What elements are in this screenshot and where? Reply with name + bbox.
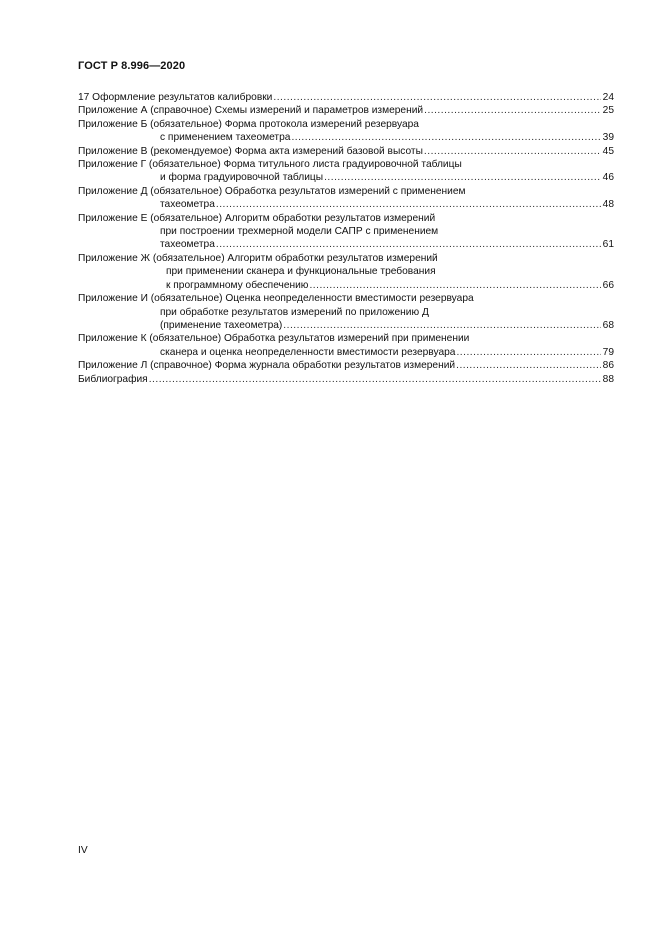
toc-entry-line [78, 332, 614, 345]
document-header: ГОСТ Р 8.996—2020 [78, 60, 186, 72]
toc-entry-text: Приложение Д (обязательное) Обработка результатов измерений с применением [78, 185, 466, 197]
table-of-contents [78, 91, 614, 386]
toc-entry-text: и форма градуировочной таблицы [160, 172, 324, 184]
toc-entry[interactable] [78, 359, 614, 372]
toc-leader-dots [149, 373, 601, 386]
toc-entry-text: Приложение Г (обязательное) Форма титульного листа градуировочной таблицы [78, 159, 462, 171]
toc-entry-line [78, 252, 614, 265]
toc-entry-line [78, 359, 614, 372]
toc-entry-line [78, 279, 614, 292]
toc-entry[interactable] [78, 332, 614, 359]
toc-entry-text: Приложение Л (справочное) Форма журнала обработки результатов измерений [78, 360, 456, 372]
toc-entry-line [78, 198, 614, 211]
toc-entry-line [78, 104, 614, 117]
toc-entry-line [78, 265, 614, 278]
toc-entry-line [78, 292, 614, 305]
toc-leader-dots [309, 279, 601, 292]
toc-page-number: 86 [602, 360, 614, 372]
toc-entry[interactable] [78, 104, 614, 117]
toc-page-number: 61 [602, 239, 614, 251]
toc-page-number: 39 [602, 132, 614, 144]
toc-entry-text: тахеометра [160, 199, 215, 211]
toc-entry-text: при построении трехмерной модели САПР с применением [160, 226, 439, 238]
toc-entry-text: 17 Оформление результатов калибровки [78, 92, 273, 103]
toc-entry-text: сканера и оценка неопределенности вместимости резервуара [160, 346, 456, 358]
toc-entry[interactable] [78, 212, 614, 252]
toc-entry-text: (применение тахеометра) [160, 319, 283, 331]
toc-entry-text: к программному обеспечению [166, 279, 309, 291]
toc-page-number: 66 [602, 279, 614, 291]
toc-entry-line [78, 238, 614, 251]
toc-entry-line [78, 185, 614, 198]
toc-entry-line [78, 373, 614, 386]
toc-entry-line [78, 91, 614, 104]
toc-entry-line [78, 158, 614, 171]
toc-entry-text: Приложение А (справочное) Схемы измерений и параметров измерений [78, 105, 424, 117]
toc-entry-text: Приложение К (обязательное) Обработка результатов измерений при применении [78, 333, 470, 345]
toc-leader-dots [424, 145, 601, 158]
toc-entry-line [78, 319, 614, 332]
toc-entry[interactable] [78, 252, 614, 292]
toc-entry[interactable] [78, 292, 614, 332]
toc-entry-text: Библиография [78, 373, 148, 385]
toc-leader-dots [283, 319, 601, 332]
toc-leader-dots [216, 198, 601, 211]
toc-page-number: 79 [602, 346, 614, 358]
toc-entry[interactable] [78, 185, 614, 212]
toc-entry-text: Приложение В (рекомендуемое) Форма акта измерений базовой высоты [78, 145, 423, 157]
toc-leader-dots [216, 238, 601, 251]
toc-page-number: 45 [602, 145, 614, 157]
toc-entry[interactable] [78, 158, 614, 185]
toc-entry[interactable] [78, 118, 614, 145]
toc-entry-text: Приложение Б (обязательное) Форма протокола измерений резервуара [78, 118, 419, 130]
toc-entry-line [78, 118, 614, 131]
toc-page-number: 68 [602, 319, 614, 331]
toc-page-number: 88 [602, 373, 614, 385]
toc-page-number: 24 [602, 92, 614, 103]
toc-leader-dots [456, 346, 601, 359]
toc-entry-line [78, 212, 614, 225]
toc-entry-line [78, 171, 614, 184]
toc-page-number: 48 [602, 199, 614, 211]
toc-entry-text: при применении сканера и функциональные требования [166, 266, 436, 278]
toc-leader-dots [424, 104, 601, 117]
toc-leader-dots [456, 359, 601, 372]
toc-leader-dots [324, 171, 601, 184]
toc-entry[interactable] [78, 91, 614, 104]
toc-entry-line [78, 131, 614, 144]
toc-entry[interactable] [78, 145, 614, 158]
toc-entry-text: тахеометра [160, 239, 215, 251]
toc-entry-text: Приложение Е (обязательное) Алгоритм обработки результатов измерений [78, 212, 436, 224]
toc-entry-line [78, 306, 614, 319]
toc-entry-text: при обработке результатов измерений по приложению Д [160, 306, 429, 318]
toc-entry[interactable] [78, 373, 614, 386]
toc-leader-dots [273, 91, 601, 104]
toc-entry-text: Приложение И (обязательное) Оценка неопределенности вместимости резервуара [78, 293, 474, 305]
toc-leader-dots [291, 131, 601, 144]
toc-entry-text: Приложение Ж (обязательное) Алгоритм обработки результатов измерений [78, 252, 438, 264]
toc-entry-text: с применением тахеометра [160, 132, 291, 144]
toc-page-number: 25 [602, 105, 614, 117]
page-number: IV [78, 845, 88, 856]
toc-entry-line [78, 145, 614, 158]
toc-entry-line [78, 346, 614, 359]
toc-entry-line [78, 225, 614, 238]
toc-page-number: 46 [602, 172, 614, 184]
